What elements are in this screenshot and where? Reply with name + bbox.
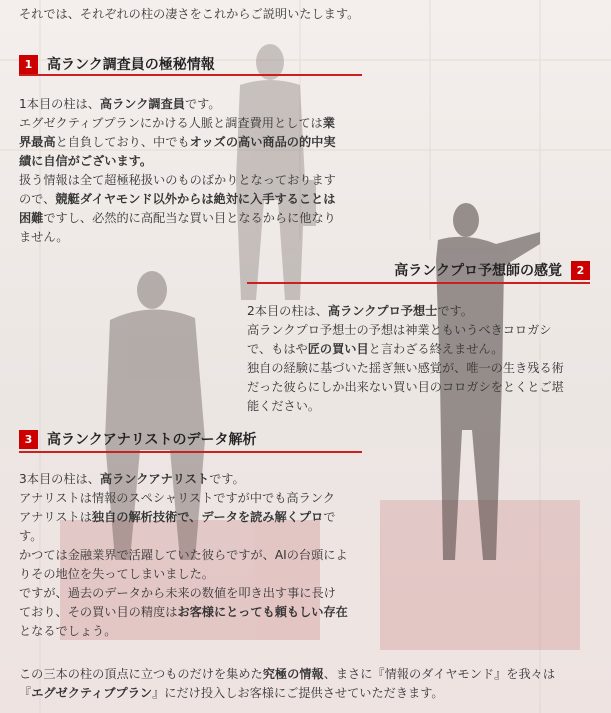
text-line — [19, 527, 348, 546]
text-run: 1本目の柱は、 — [19, 97, 100, 111]
section-3-title: 高ランクアナリストのデータ解析 — [47, 432, 257, 448]
text-line — [19, 133, 336, 152]
section-1-number: 1 — [19, 55, 38, 74]
text-line — [19, 152, 336, 171]
section-1-title: 高ランク調査員の極秘情報 — [47, 57, 215, 73]
bold-text: 高ランクプロ予想士 — [327, 304, 438, 318]
text-run: エグゼクティブプランにかける人脈と調査費用としては — [19, 116, 323, 130]
text-run: す。 — [19, 529, 43, 543]
text-run: となるでしょう。 — [19, 624, 117, 638]
text-line — [19, 190, 336, 209]
section-3-body — [19, 470, 348, 641]
bold-text: 業 — [322, 116, 335, 130]
text-run: と自負しており、中でも — [55, 135, 190, 149]
text-run: ので、 — [19, 192, 56, 206]
text-line — [247, 397, 564, 416]
text-run: と言わざる終えません。 — [368, 342, 504, 356]
text-run: 独自の経験に基づいた揺ぎ無い感覚が、唯一の生き残る術 — [247, 361, 564, 375]
text-line — [247, 321, 564, 340]
text-line — [19, 603, 348, 622]
text-line — [19, 489, 348, 508]
text-line — [19, 171, 336, 190]
text-run: だった彼らにしか出来ない買い目のコロガシをとくとご堪 — [247, 380, 564, 394]
text-run: 3本目の柱は、 — [19, 472, 100, 486]
text-line — [19, 684, 555, 703]
text-line — [19, 470, 348, 489]
text-run: 『 — [19, 686, 32, 700]
bold-text: エグゼクティブプラン — [31, 686, 153, 700]
text-run: で、もはや — [247, 342, 308, 356]
text-run: ません。 — [19, 230, 69, 244]
bold-text: 績に自信がございます。 — [19, 154, 153, 168]
section-1-body — [19, 95, 336, 247]
text-line — [247, 302, 564, 321]
bold-text: 究極の情報 — [262, 667, 324, 681]
text-run: ですが、過去のデータから未来の数値を叩き出す事に長け — [19, 586, 336, 600]
closing-text — [19, 665, 555, 703]
text-line — [19, 546, 348, 565]
text-line — [19, 114, 336, 133]
bold-text: 高ランクアナリスト — [99, 472, 210, 486]
intro-text: それでは、それぞれの柱の凄さをこれからご説明いたします。 — [19, 7, 360, 21]
bold-text: 高ランク調査員 — [99, 97, 185, 111]
text-line — [19, 508, 348, 527]
text-line — [19, 95, 336, 114]
text-line — [19, 228, 336, 247]
text-run: 、まさに『情報のダイヤモンド』を我々は — [323, 667, 556, 681]
text-line — [19, 209, 336, 228]
text-line — [247, 359, 564, 378]
text-line — [19, 584, 348, 603]
text-run: りその地位を失ってしまいました。 — [19, 567, 214, 581]
text-line — [247, 340, 564, 359]
text-run: アナリストは — [19, 510, 92, 524]
section-2-body — [247, 302, 564, 416]
bold-text: オッズの高い商品の的中実 — [189, 135, 336, 149]
text-run: です。 — [437, 304, 473, 318]
bold-text: 匠の買い目 — [307, 342, 369, 356]
section-3-underline — [19, 451, 362, 453]
text-line — [247, 378, 564, 397]
section-3-number: 3 — [19, 430, 38, 449]
text-run: です。 — [184, 97, 221, 111]
text-run: ですし、必然的に高配当な買い目となるからに他なり — [43, 211, 336, 225]
text-run: 能ください。 — [247, 399, 321, 413]
text-run: アナリストは情報のスペシャリストですが中でも高ランク — [19, 491, 335, 505]
bold-text: 競艇ダイヤモンド以外からは絶対に入手することは — [55, 192, 336, 206]
text-run: 高ランクプロ予想士の予想は神業ともいうべきコロガシ — [247, 323, 552, 337]
section-1-underline — [19, 74, 362, 76]
text-run: この三本の柱の頂点に立つものだけを集めた — [19, 667, 263, 681]
text-run: ており、その買い目の精度は — [19, 605, 178, 619]
text-run: 扱う情報は全て超極秘扱いのものばかりとなっております — [19, 173, 336, 187]
section-2-underline — [247, 282, 590, 284]
text-line — [19, 665, 555, 684]
text-run: かつては金融業界で活躍していた彼らですが、AIの台頭によ — [19, 548, 348, 562]
bold-text: 界最高 — [19, 135, 56, 149]
text-line — [19, 622, 348, 641]
bold-text: 困難 — [19, 211, 44, 225]
bold-text: 独自の解析技術で、データを読み解くプロ — [91, 510, 324, 524]
text-run: です。 — [209, 472, 245, 486]
text-run: で — [323, 510, 336, 524]
section-1-heading — [19, 54, 215, 74]
section-2-title: 高ランクプロ予想師の感覚 — [394, 263, 562, 279]
bold-text: お客様にとっても頼もしい存在 — [177, 605, 348, 619]
section-3-heading — [19, 429, 256, 449]
section-2-number: 2 — [571, 261, 590, 280]
section-2-heading — [394, 260, 590, 280]
text-run: 2本目の柱は、 — [247, 304, 328, 318]
text-run: 』にだけ投入しお客様にご提供させていただきます。 — [152, 686, 444, 700]
text-line — [19, 565, 348, 584]
